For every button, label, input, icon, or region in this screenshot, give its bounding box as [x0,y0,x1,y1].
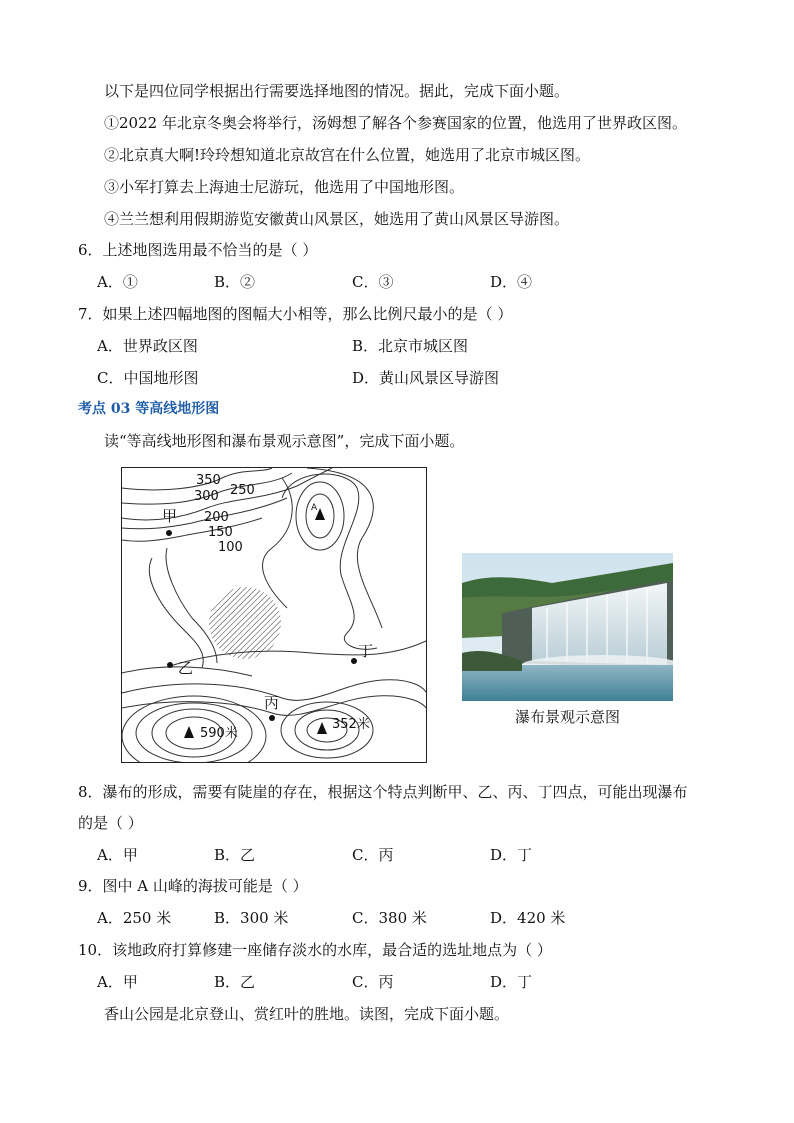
photo-caption: 瀑布景观示意图 [514,708,620,726]
point-bing-label: 丙 [264,694,280,712]
contour-label-250: 250 [230,483,255,498]
q7-option-a[interactable]: A．世界政区图 [97,337,198,355]
point-jia-label: 甲 [162,507,178,525]
closing-text: 香山公园是北京登山、赏红叶的胜地。读图，完成下面小题。 [104,1005,510,1023]
q7-option-b[interactable]: B．北京市城区图 [352,337,469,355]
point-yi-label: 乙 [178,659,194,677]
contour-label-150: 150 [208,525,233,540]
q9-option-d[interactable]: D．420 米 [490,909,566,927]
q9-option-a[interactable]: A．250 米 [97,909,172,927]
scenario-3: ③小军打算去上海迪士尼游玩，他选用了中国地形图。 [104,178,465,196]
q9-option-b[interactable]: B．300 米 [214,909,289,927]
q6-option-a[interactable]: A．① [97,273,138,291]
section-heading: 考点 03 等高线地形图 [78,401,220,417]
q8-option-b[interactable]: B．乙 [214,846,256,864]
question-9-stem: 9．图中 A 山峰的海拔可能是（ ） [78,877,308,895]
contour-map [121,467,427,763]
contour-label-200: 200 [204,510,229,525]
q9-option-c[interactable]: C．380 米 [352,909,427,927]
q7-option-c[interactable]: C．中国地形图 [97,369,199,387]
q10-option-a[interactable]: A．甲 [97,973,138,991]
question-8-stem-line1: 8．瀑布的形成，需要有陡崖的存在，根据这个特点判断甲、乙、丙、丁四点，可能出现瀑布 [78,783,688,801]
q7-option-d[interactable]: D．黄山风景区导游图 [352,369,500,387]
contour-label-100: 100 [218,540,243,555]
q6-option-b[interactable]: B．② [214,273,256,291]
contour-label-350: 350 [196,473,221,488]
intro-text: 以下是四位同学根据出行需要选择地图的情况。据此，完成下面小题。 [104,82,570,100]
waterfall-photo [462,553,673,701]
point-ding-label: 丁 [358,642,374,660]
contour-label-300: 300 [194,489,219,504]
q6-option-c[interactable]: C．③ [352,273,394,291]
read-prompt: 读“等高线地形图和瀑布景观示意图”，完成下面小题。 [104,432,465,450]
peak-352-label: 352米 [332,717,370,732]
scenario-1: ①2022 年北京冬奥会将举行，汤姆想了解各个参赛国家的位置，他选用了世界政区图。 [104,114,687,132]
q10-option-b[interactable]: B．乙 [214,973,256,991]
q6-option-d[interactable]: D．④ [490,273,533,291]
q8-option-d[interactable]: D．丁 [490,846,533,864]
question-6-stem: 6．上述地图选用最不恰当的是（ ） [78,241,318,259]
question-8-stem-line2: 的是（ ） [78,814,143,832]
question-7-stem: 7．如果上述四幅地图的图幅大小相等，那么比例尺最小的是（ ） [78,305,513,323]
question-10-stem: 10．该地政府打算修建一座储存淡水的水库，最合适的选址地点为（ ） [78,941,552,959]
q8-option-c[interactable]: C．丙 [352,846,394,864]
q10-option-d[interactable]: D．丁 [490,973,533,991]
peak-590-label: 590米 [200,726,238,741]
peak-a-label: A [311,503,318,513]
scenario-2: ②北京真大啊!玲玲想知道北京故宫在什么位置，她选用了北京市城区图。 [104,146,591,164]
q8-option-a[interactable]: A．甲 [97,846,138,864]
scenario-4: ④兰兰想利用假期游览安徽黄山风景区，她选用了黄山风景区导游图。 [104,210,570,228]
q10-option-c[interactable]: C．丙 [352,973,394,991]
